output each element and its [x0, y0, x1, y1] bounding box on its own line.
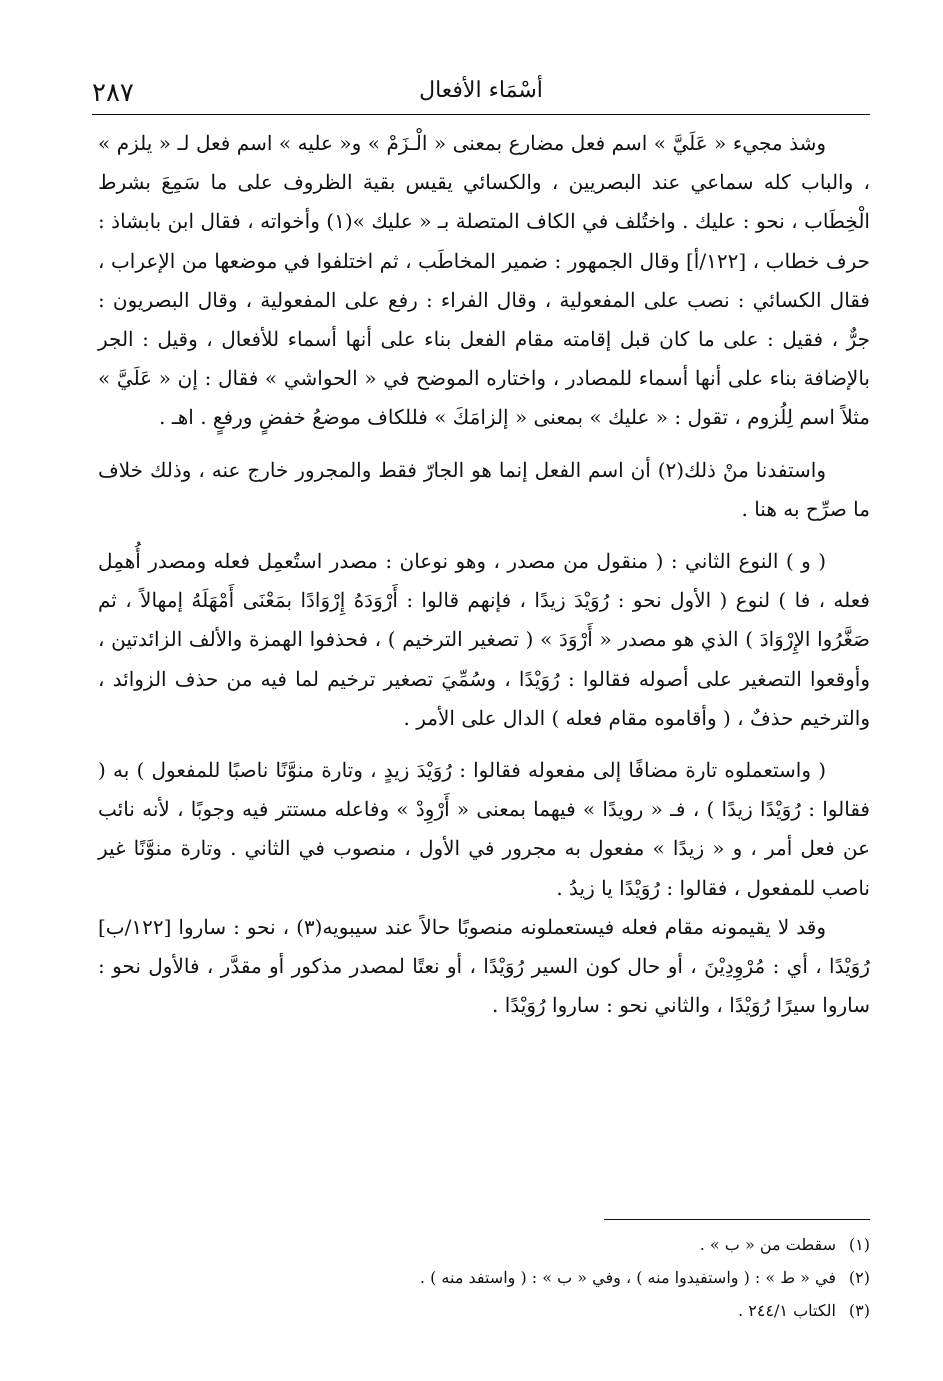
footnote-2: [98, 1261, 870, 1294]
page-number: ٢٨٧: [92, 78, 134, 108]
footnote-number: (٣): [848, 1301, 870, 1320]
paragraph-2: واستفدنا منْ ذلك(٢) أن اسم الفعل إنما هو الجارّ فقط والمجرور خارج عنه ، وذلك خلاف ما صرِّح به هنا .: [98, 457, 870, 521]
footnotes: [98, 1228, 870, 1327]
footnote-number: (١): [848, 1235, 870, 1254]
footnote-text: في « ط » : ( واستفيدوا منه ) ، وفي « ب » : ( واستفد منه ) .: [419, 1268, 836, 1287]
main-text: [98, 124, 870, 1025]
paragraph-5: وقد لا يقيمونه مقام فعله فيستعملونه منصوبًا حالاً عند سيبويه(٣) ، نحو : ساروا [١٢٢/ب] رُوَيْدًا ، أي : مُرْوِدِيْنَ ، أو حال كون السير رُوَيْدًا ، أو نعتًا لمصدر مذكور أو مقدَّر ، فالأول نحو : ساروا سيرًا رُوَيْدًا ، والثاني نحو : ساروا رُوَيْدًا .: [98, 914, 870, 1018]
paragraph-3: ( و ) النوع الثاني : ( منقول من مصدر ، وهو نوعان : مصدر استُعمِل فعله ومصدر أُهمِل فعله ، فا ) لنوع ( الأول نحو : رُوَيْدَ زيدًا ، فإنهم قالوا : أَرْوَدَهُ إِرْوَادًا بمَعْنَى أَمْهَلَهُ إمهالاً ، ثم صَغَّرُوا الإِرْوَادَ ) الذي هو مصدر « أَرْوَدَ » ( تصغير الترخيم ) ، فحذفوا الهمزة والألف الزائدتين ، وأوقعوا التصغير على أصوله فقالوا : رُوَيْدًا ، وسُمِّيَ تصغير ترخيم لما فيه من حذف الزوائد ، والترخيم حذفٌ ، ( وأقاموه مقام فعله ) الدال على الأمر .: [98, 549, 870, 730]
page-title: أسْمَاء الأفعال: [419, 78, 543, 103]
paragraph-1: وشذ مجيء « عَلَيَّ » اسم فعل مضارع بمعنى « الْـزَمْ » و« عليه » اسم فعل لـ « يلزم » ، والباب كله سماعي عند البصريين ، والكسائي يقيس بقية الظروف على ما سَمِعَ بشرط الْخِطَاب ، نحو : عليك . واختُلف في الكاف المتصلة بـ « عليك »(١) وأخواته ، فقال ابن بابشاذ : حرف خطاب ، [١٢٢/أ] وقال الجمهور : ضمير المخاطَب ، ثم اختلفوا في موضعها من الإعراب ، فقال الكسائي : نصب على المفعولية ، وقال الفراء : رفع على المفعولية ، وقال البصريون : جرٌّ ، فقيل : على ما كان قبل إقامته مقام الفعل بناء على أنها أسماء للأفعال ، وقيل : الجر بالإضافة بناء على أنها أسماء للمصادر ، واختاره الموضح في « الحواشي » فقال : إن « عَلَيَّ » مثلاً اسم لِلُزوم ، تقول : « عليك » بمعنى « إلزامَكَ » فللكاف موضعُ خفضٍ ورفعٍ . اهـ .: [98, 131, 871, 430]
footnote-3: [98, 1294, 870, 1327]
footnote-1: [98, 1228, 870, 1261]
paragraph-4: ( واستعملوه تارة مضافًا إلى مفعوله فقالوا : رُوَيْدَ زيدٍ ، وتارة منوَّنًا ناصبًا للمفعول ) به ( فقالوا : رُوَيْدًا زيدًا ) ، فـ « رويدًا » فيهما بمعنى « أَرْوِدْ » وفاعله مستتر فيه وجوبًا ، لأنه نائب عن فعل أمر ، و « زيدًا » مفعول به مجرور في الأول ، منصوب في الثاني . وتارة منوَّنًا غير ناصب للمفعول ، فقالوا : رُوَيْدًا يا زيدُ .: [98, 758, 870, 900]
page-header: [92, 78, 870, 115]
footnote-text: الكتاب ٢٤٤/١ .: [738, 1301, 836, 1320]
footnote-text: سقطت من « ب » .: [699, 1235, 836, 1254]
footnote-number: (٢): [848, 1268, 870, 1287]
footnote-separator: [604, 1219, 870, 1220]
